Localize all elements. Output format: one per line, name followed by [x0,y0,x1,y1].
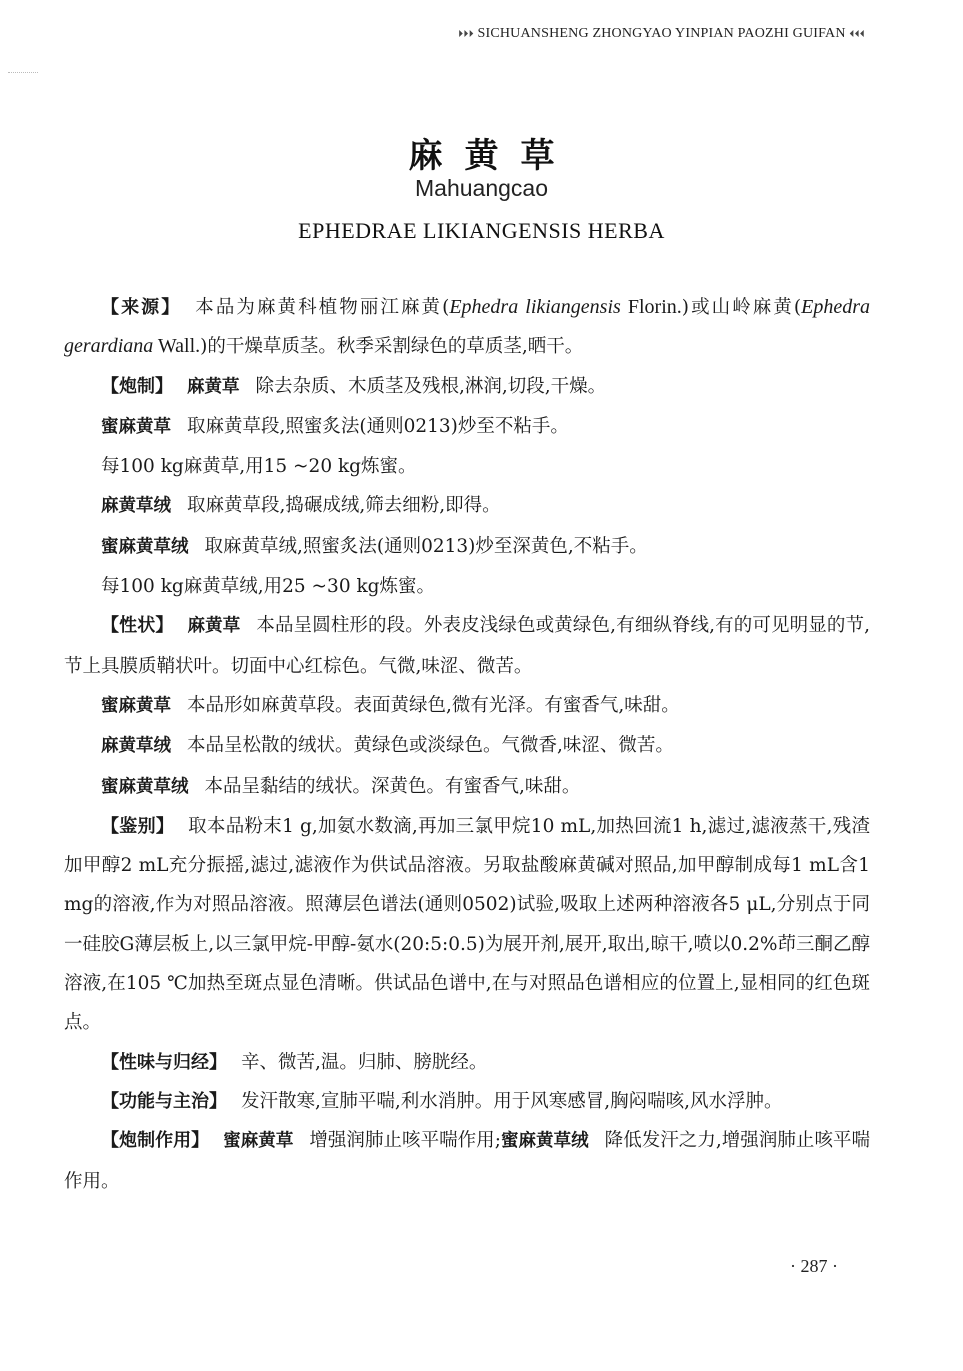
function-label: 【功能与主治】 [101,1090,227,1112]
source-text-1: 本品为麻黄科植物丽江麻黄( [195,297,450,318]
effect-item-text: 降低发汗之力,增强润肺止咳平喘作用。 [64,1130,871,1192]
characters-item-text: 本品呈松散的绒状。黄绿色或淡绿色。气微香,味涩、微苦。 [187,735,674,757]
characters-paragraph [64,767,870,807]
page-title: 麻黄草 [408,136,577,176]
processing-paragraph [64,486,870,526]
characters-paragraph [64,686,870,726]
characters-item-text: 本品呈圆柱形的段。外表皮浅绿色或黄绿色,有细纵脊线,有的可见明显的节,节上具膜质鞘状叶。切面中心红棕色。气微,味涩、微苦。 [64,615,871,677]
characters-item-name: 麻黄草绒 [101,736,171,757]
scan-artifact [8,72,38,73]
title-latin: EPHEDRAE LIKIANGENSIS HERBA [298,218,665,243]
effect-label: 【炮制作用】 [101,1130,210,1152]
title-pinyin: Mahuangcao [415,175,548,201]
characters-label: 【性状】 [101,615,174,637]
processing-item-text: 取麻黄草绒,照蜜炙法(通则0213)炒至深黄色,不粘手。 [204,535,648,557]
processing-item-text: 取麻黄草段,捣碾成绒,筛去细粉,即得。 [187,495,501,517]
effect-item-name: 蜜麻黄草 [223,1131,294,1152]
identification-label: 【鉴别】 [101,815,175,837]
characters-item-text: 本品呈黏结的绒状。深黄色。有蜜香气,味甜。 [204,775,581,797]
monograph-body [64,288,870,1201]
page-number: · 287 · [790,1256,838,1276]
header-text: SICHUANSHENG ZHONGYAO YINPIAN PAOZHI GUIFAN [477,26,846,41]
characters-paragraph [64,726,870,766]
effect-item-text: 增强润肺止咳平喘作用; [309,1130,501,1152]
nature-paragraph [64,1043,870,1082]
header-arrows-left-icon: ⏵⏵⏵ [458,29,474,40]
processing-item-text: 取麻黄草段,照蜜炙法(通则0213)炒至不粘手。 [187,415,569,437]
processing-item-name: 蜜麻黄草绒 [101,536,189,557]
processing-paragraph [64,567,870,606]
processing-item-name: 麻黄草绒 [101,496,171,517]
species-name-1: Ephedra likiangensis [449,296,621,318]
nature-label: 【性味与归经】 [101,1051,227,1073]
characters-item-name: 麻黄草 [187,616,241,637]
processing-label: 【炮制】 [101,375,173,397]
source-label: 【来源】 [101,297,182,318]
processing-item-text: 每100 kg麻黄草,用15 ~20 kg炼蜜。 [101,456,417,478]
processing-item-name: 蜜麻黄草 [101,416,171,437]
processing-item-name: 麻黄草 [187,376,240,397]
processing-item-text: 每100 kg麻黄草绒,用25 ~30 kg炼蜜。 [101,576,436,598]
processing-paragraph [64,407,870,447]
source-text-2: )或山岭麻黄( [681,297,802,318]
author-2: Wall. [153,335,201,358]
processing-paragraph [64,447,870,486]
processing-paragraph [64,527,870,567]
processing-item-text: 除去杂质、木质茎及残根,淋润,切段,干燥。 [255,375,607,397]
nature-text: 辛、微苦,温。归肺、膀胱经。 [241,1051,488,1073]
processing-paragraph [64,367,870,407]
species-name-2: Ephedra gerardiana [64,296,871,358]
source-text-3: )的干燥草质茎。秋季采割绿色的草质茎,晒干。 [200,336,584,358]
author-1: Florin. [620,296,682,318]
identification-paragraph [64,807,870,1043]
function-paragraph [64,1082,870,1121]
function-text: 发汗散寒,宣肺平喘,利水消肿。用于风寒感冒,胸闷喘咳,风水浮肿。 [241,1090,783,1112]
running-header [458,26,865,42]
header-arrows-right-icon: ⏴⏴⏴ [849,29,865,40]
characters-paragraph [64,606,870,686]
source-paragraph [64,288,870,367]
characters-item-name: 蜜麻黄草 [101,695,171,716]
characters-item-name: 蜜麻黄草绒 [101,776,189,797]
identification-text: 取本品粉末1 g,加氨水数滴,再加三氯甲烷10 mL,加热回流1 h,滤过,滤液蒸干,残渣加甲醇2 mL充分振摇,滤过,滤液作为供试品溶液。另取盐酸麻黄碱对照品,加甲醇制成每1 mL含1 mg的溶液,作为对照品溶液。照薄层色谱法(通则0502)试验,吸取上述两种溶液各5 μL,分别点于同一硅胶G薄层板上,以三氯甲烷-甲醇-氨水(20:5:0.5)为展开剂,展开,取出,晾干,喷以0.2%茚三酮乙醇溶液,在105 ℃加热至斑点显色清晰。供试品色谱中,在与对照品色谱相应的位置上,显相同的红色斑点。 [64,815,870,1034]
effect-paragraph [64,1121,870,1201]
characters-item-text: 本品形如麻黄草段。表面黄绿色,微有光泽。有蜜香气,味甜。 [187,694,680,716]
effect-item-name: 蜜麻黄草绒 [500,1131,589,1152]
